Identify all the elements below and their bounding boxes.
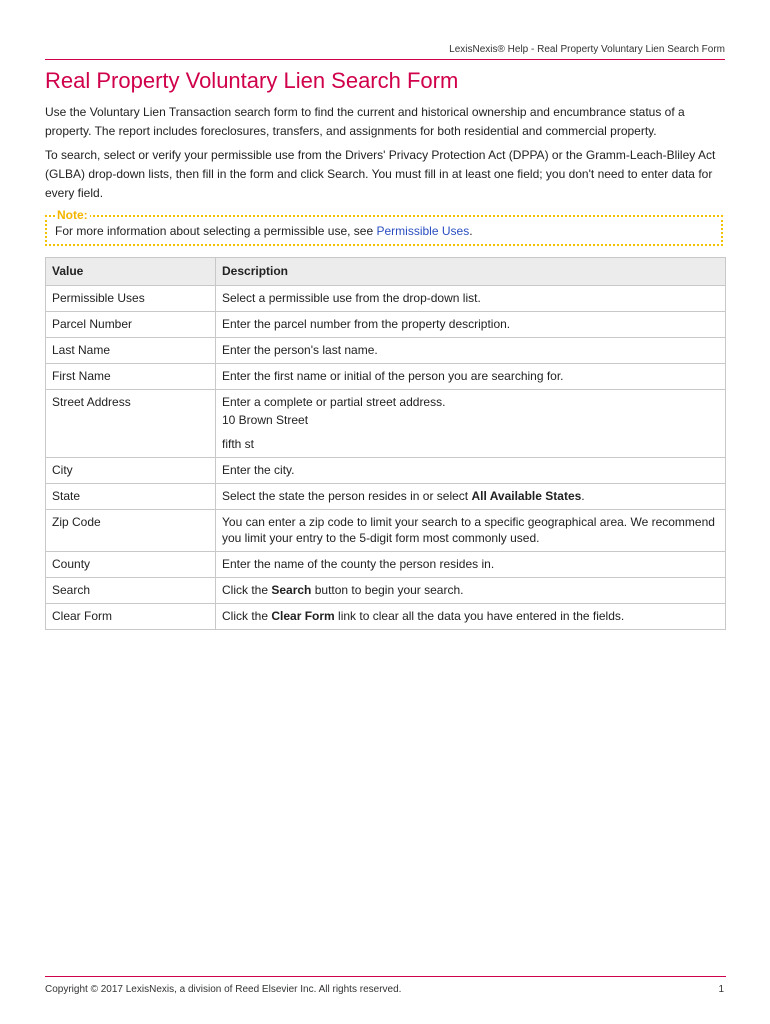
desc-text: Click the <box>222 609 272 623</box>
desc-text-end: button to begin your search. <box>311 583 464 597</box>
row-description: Enter the first name or initial of the person you are searching for. <box>216 364 726 390</box>
row-description: Enter the city. <box>216 458 726 484</box>
instructions-paragraph: To search, select or verify your permissible use from the Drivers' Privacy Protection Act (DPPA) or the Gramm-Leach-Bliley Act (GLBA) drop-down lists, then fill in the form and click Search. You must fill in at least one field; you don't need to enter data for every field. <box>45 148 716 200</box>
footer-divider <box>45 976 726 977</box>
table-row <box>46 510 726 552</box>
note-box <box>45 208 723 246</box>
row-description: Enter the name of the county the person resides in. <box>216 552 726 578</box>
note-body: For more information about selecting a permissible use, see <box>55 224 377 238</box>
street-example-1: 10 Brown Street <box>222 413 309 427</box>
page-header: LexisNexis® Help - Real Property Voluntary Lien Search Form <box>45 44 725 60</box>
row-value: Street Address <box>46 390 216 458</box>
table-header-row <box>46 258 726 286</box>
permissible-uses-link[interactable]: Permissible Uses <box>376 224 470 238</box>
row-value: First Name <box>46 364 216 390</box>
table-row <box>46 552 726 578</box>
row-description <box>216 578 726 604</box>
desc-bold: Clear Form <box>271 609 335 623</box>
row-value: Last Name <box>46 338 216 364</box>
row-value: Clear Form <box>46 604 216 630</box>
field-table <box>45 257 726 630</box>
table-row <box>46 604 726 630</box>
desc-text: Click the <box>222 583 272 597</box>
desc-text-end: link to clear all the data you have entered in the fields. <box>334 609 625 623</box>
row-description <box>216 390 726 458</box>
note-label: Note: <box>57 208 88 222</box>
row-value: State <box>46 484 216 510</box>
table-row <box>46 578 726 604</box>
desc-bold: Search <box>271 583 312 597</box>
row-description: Enter the person's last name. <box>216 338 726 364</box>
desc-text-end: . <box>581 489 585 503</box>
row-value: Parcel Number <box>46 312 216 338</box>
table-row <box>46 458 726 484</box>
table-row <box>46 286 726 312</box>
street-example-2: fifth st <box>222 437 255 451</box>
note-end: . <box>469 224 473 238</box>
row-value: Search <box>46 578 216 604</box>
row-description: You can enter a zip code to limit your search to a specific geographical area. We recommend you limit your entry to the 5-digit form most commonly used. <box>216 510 726 552</box>
street-address-desc: Enter a complete or partial street address. <box>222 395 446 409</box>
page-title: Real Property Voluntary Lien Search Form <box>45 68 459 93</box>
row-description: Select a permissible use from the drop-down list. <box>216 286 726 312</box>
table-row <box>46 484 726 510</box>
row-description <box>216 604 726 630</box>
table-row <box>46 390 726 458</box>
row-description: Enter the parcel number from the property description. <box>216 312 726 338</box>
footer-copyright: Copyright © 2017 LexisNexis, a division of Reed Elsevier Inc. All rights reserved. <box>45 984 402 995</box>
header-description: Description <box>216 258 726 286</box>
table-row <box>46 364 726 390</box>
row-value: Zip Code <box>46 510 216 552</box>
table-row <box>46 338 726 364</box>
row-description <box>216 484 726 510</box>
note-text <box>55 224 473 238</box>
row-value: Permissible Uses <box>46 286 216 312</box>
intro-paragraph: Use the Voluntary Lien Transaction search form to find the current and historical ownership and encumbrance status of a property. The report includes foreclosures, transfers, and assignments for both residential and commercial property. <box>45 105 685 138</box>
page-number: 1 <box>718 984 724 995</box>
row-value: County <box>46 552 216 578</box>
table-row <box>46 312 726 338</box>
desc-bold: All Available States <box>471 489 582 503</box>
desc-text: Select the state the person resides in or select <box>222 489 472 503</box>
row-value: City <box>46 458 216 484</box>
header-value: Value <box>46 258 216 286</box>
